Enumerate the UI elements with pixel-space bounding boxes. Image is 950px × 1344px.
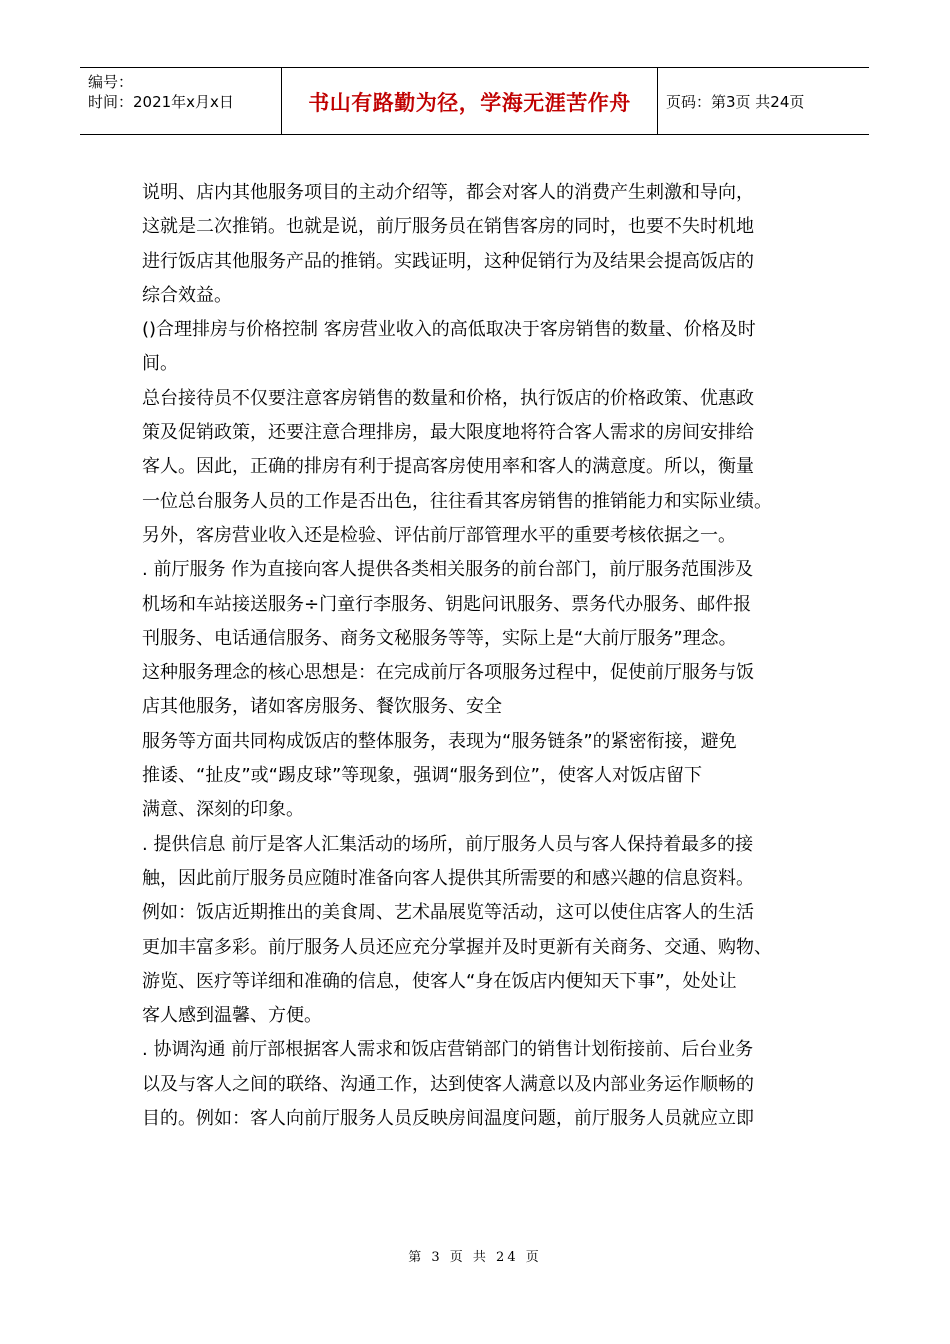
body-line: 游览、医疗等详细和准确的信息，使客人“身在饭店内便知天下事”，处处让: [142, 970, 737, 992]
document-header: [80, 67, 869, 135]
page-footer: 第 3 页 共 24 页: [408, 1250, 542, 1265]
body-line: . 协调沟通 前厅部根据客人需求和饭店营销部门的销售计划衔接前、后台业务: [142, 1039, 754, 1061]
body-line: 触，因此前厅服务员应随时准备向客人提供其所需要的和感兴趣的信息资料。: [142, 867, 754, 889]
body-line: 店其他服务，诸如客房服务、餐饮服务、安全: [142, 696, 502, 718]
body-line: 一位总台服务人员的工作是否出色，往往看其客房销售的推销能力和实际业绩。: [142, 490, 772, 512]
body-line: 策及促销政策，还要注意合理排房，最大限度地将符合客人需求的房间安排给: [142, 422, 754, 444]
body-line: 推诿、“扯皮”或“踢皮球”等现象，强调“服务到位”，使客人对饭店留下: [142, 765, 702, 787]
header-page-label: 页码：第3页 共24页: [666, 93, 805, 111]
header-motto: 书山有路勤为径，学海无涯苦作舟: [308, 90, 631, 115]
document-number-label: 编号：: [88, 73, 134, 91]
body-line: 客人。因此，正确的排房有利于提高客房使用率和客人的满意度。所以，衡量: [142, 456, 754, 478]
document-time-label: 时间：2021年x月x日: [88, 93, 234, 111]
body-line: . 提供信息 前厅是客人汇集活动的场所，前厅服务人员与客人保持着最多的接: [142, 833, 754, 855]
body-line: 服务等方面共同构成饭店的整体服务，表现为“服务链条”的紧密衔接，避免: [142, 730, 737, 752]
header-meta: [88, 72, 276, 112]
body-line: 满意、深刻的印象。: [142, 799, 304, 821]
document-body: [142, 176, 822, 1136]
body-line: 说明、店内其他服务项目的主动介绍等，都会对客人的消费产生刺激和导向，: [142, 182, 754, 203]
body-line: 机场和车站接送服务÷门童行李服务、钥匙问讯服务、票务代办服务、邮件报: [142, 593, 752, 615]
body-line: 以及与客人之间的联络、沟通工作，达到使客人满意以及内部业务运作顺畅的: [142, 1073, 754, 1095]
body-line: 例如：饭店近期推出的美食周、艺术晶展览等活动，这可以使住店客人的生活: [142, 902, 754, 924]
body-line: 进行饭店其他服务产品的推销。实践证明，这种促销行为及结果会提高饭店的: [142, 250, 754, 272]
body-line: 这种服务理念的核心思想是：在完成前厅各项服务过程中，促使前厅服务与饭: [142, 662, 754, 684]
body-line: 刊服务、电话通信服务、商务文秘服务等等，实际上是“大前厅服务”理念。: [142, 627, 737, 649]
body-line: 另外，客房营业收入还是检验、评估前厅部管理水平的重要考核依据之一。: [142, 524, 736, 546]
body-line: 间。: [142, 353, 178, 375]
body-line: 更加丰富多彩。前厅服务人员还应充分掌握并及时更新有关商务、交通、购物、: [142, 936, 772, 958]
body-line: 这就是二次推销。也就是说，前厅服务员在销售客房的同时，也要不失时机地: [142, 216, 754, 238]
body-line: 目的。例如：客人向前厅服务人员反映房间温度问题，前厅服务人员就应立即: [142, 1108, 754, 1130]
body-line: 总台接待员不仅要注意客房销售的数量和价格，执行饭店的价格政策、优惠政: [142, 387, 754, 409]
header-divider-right: [657, 68, 658, 135]
body-line: . 前厅服务 作为直接向客人提供各类相关服务的前台部门，前厅服务范围涉及: [142, 559, 754, 581]
body-line: ()合理排房与价格控制 客房营业收入的高低取决于客房销售的数量、价格及时: [142, 319, 756, 341]
body-line: 综合效益。: [142, 284, 232, 306]
body-line: 客人感到温馨、方便。: [142, 1005, 322, 1027]
